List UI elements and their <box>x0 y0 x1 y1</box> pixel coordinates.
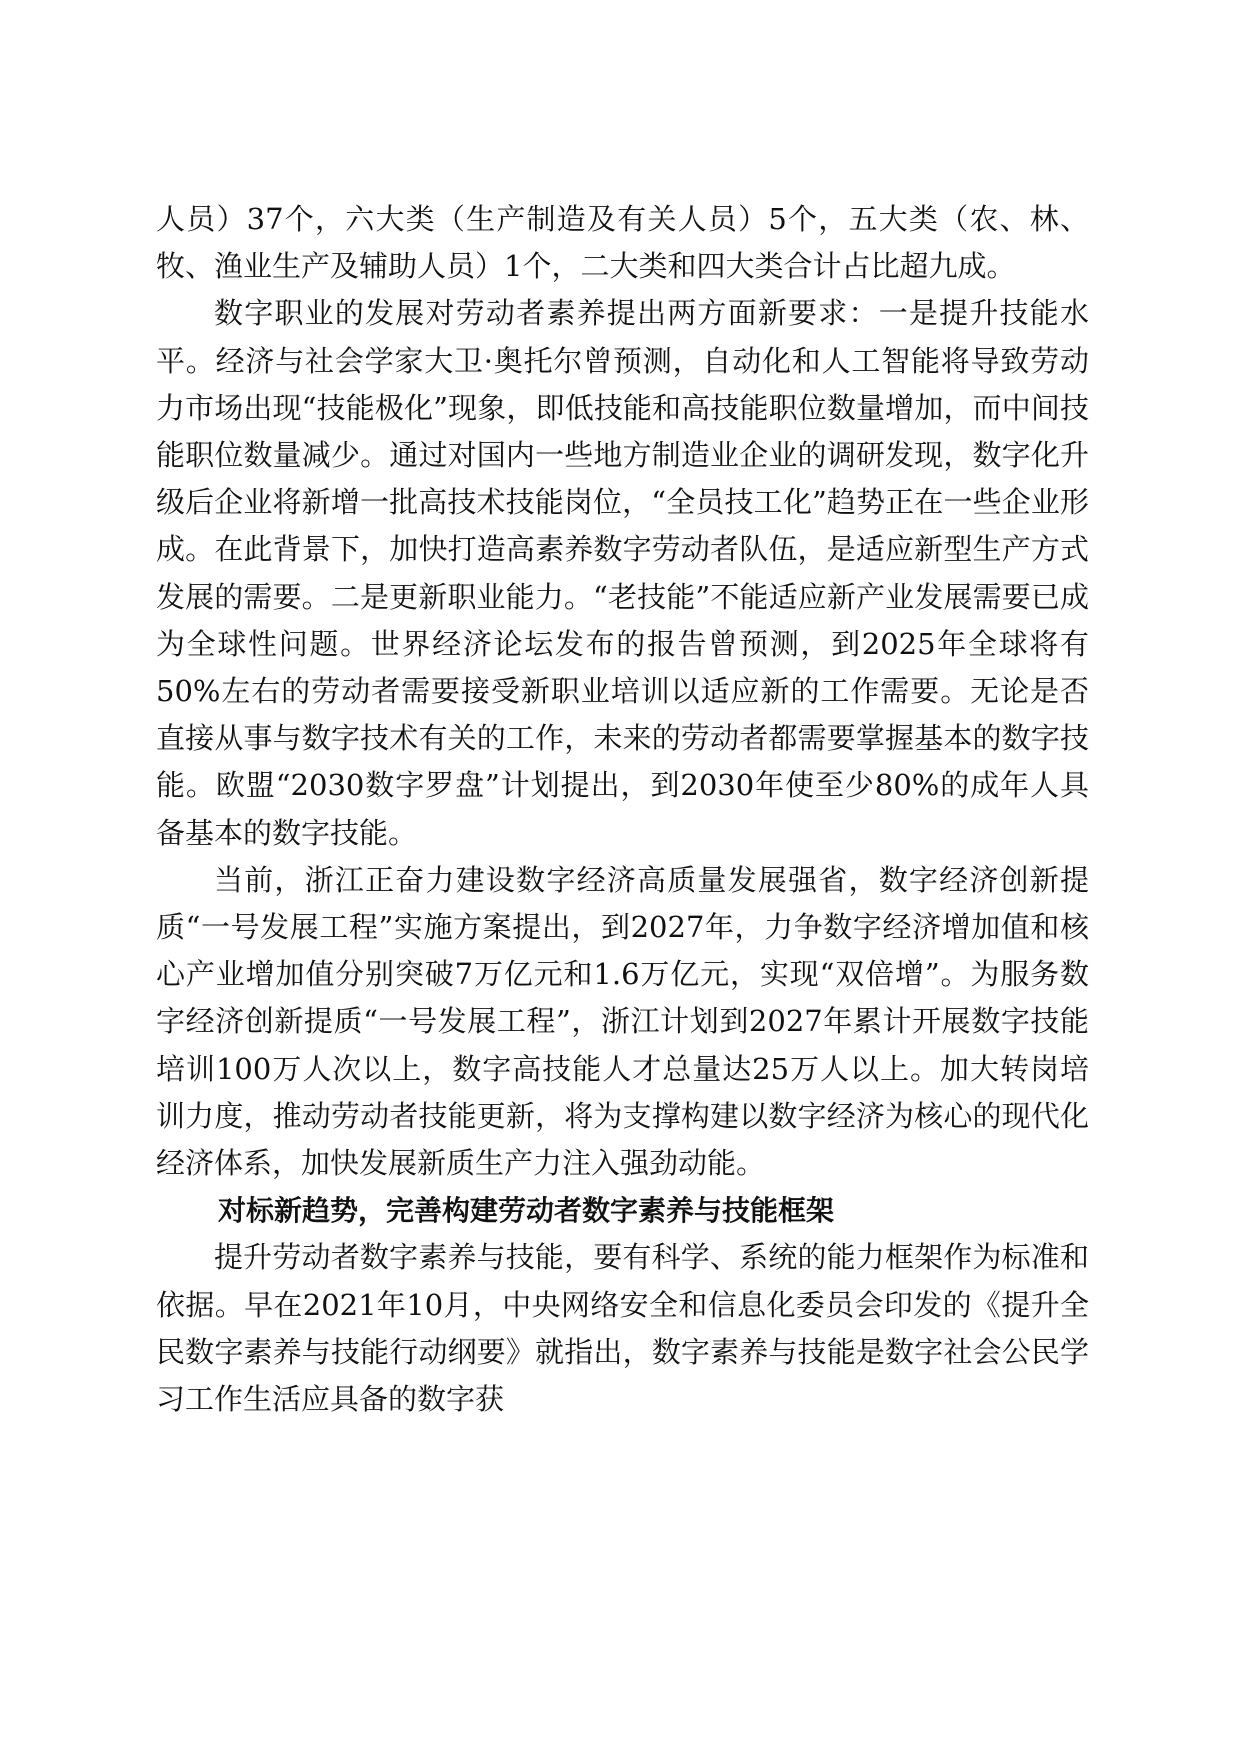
paragraph-new-requirements: 数字职业的发展对劳动者素养提出两方面新要求：一是提升技能水平。经济与社会学家大卫·奥托尔曾预测，自动化和人工智能将导致劳动力市场出现“技能极化”现象，即低技能和高技能职位数量增加，而中间技能职位数量减少。通过对国内一些地方制造业企业的调研发现，数字化升级后企业将新增一批高技术技能岗位，“全员技工化”趋势正在一些企业形成。在此背景下，加快打造高素养数字劳动者队伍，是适应新型生产方式发展的需要。二是更新职业能力。“老技能”不能适应新产业发展需要已成为全球性问题。世界经济论坛发布的报告曾预测，到2025年全球将有50%左右的劳动者需要接受新职业培训以适应新的工作需要。无论是否直接从事与数字技术有关的工作，未来的劳动者都需要掌握基本的数字技能。欧盟“2030数字罗盘”计划提出，到2030年使至少80%的成年人具备基本的数字技能。 <box>156 296 1089 850</box>
section-heading: 对标新趋势，完善构建劳动者数字素养与技能框架 <box>218 1194 835 1228</box>
paragraph-continuation: 人员）37个，六大类（生产制造及有关人员）5个，五大类（农、林、牧、渔业生产及辅助人员）1个，二大类和四大类合计占比超九成。 <box>156 202 1089 284</box>
paragraph-zhejiang: 当前，浙江正奋力建设数字经济高质量发展强省，数字经济创新提质“一号发展工程”实施方案提出，到2027年，力争数字经济增加值和核心产业增加值分别突破7万亿元和1.6万亿元，实现“双倍增”。为服务数字经济创新提质“一号发展工程”，浙江计划到2027年累计开展数字技能培训100万人次以上，数字高技能人才总量达25万人以上。加大转岗培训力度，推动劳动者技能更新，将为支撑构建以数字经济为核心的现代化经济体系，加快发展新质生产力注入强劲动能。 <box>156 862 1089 1181</box>
paragraph-framework: 提升劳动者数字素养与技能，要有科学、系统的能力框架作为标准和依据。早在2021年10月，中央网络安全和信息化委员会印发的《提升全民数字素养与技能行动纲要》就指出，数字素养与技能是数字社会公民学习工作生活应具备的数字获 <box>156 1240 1089 1417</box>
document-page <box>156 196 1089 1423</box>
